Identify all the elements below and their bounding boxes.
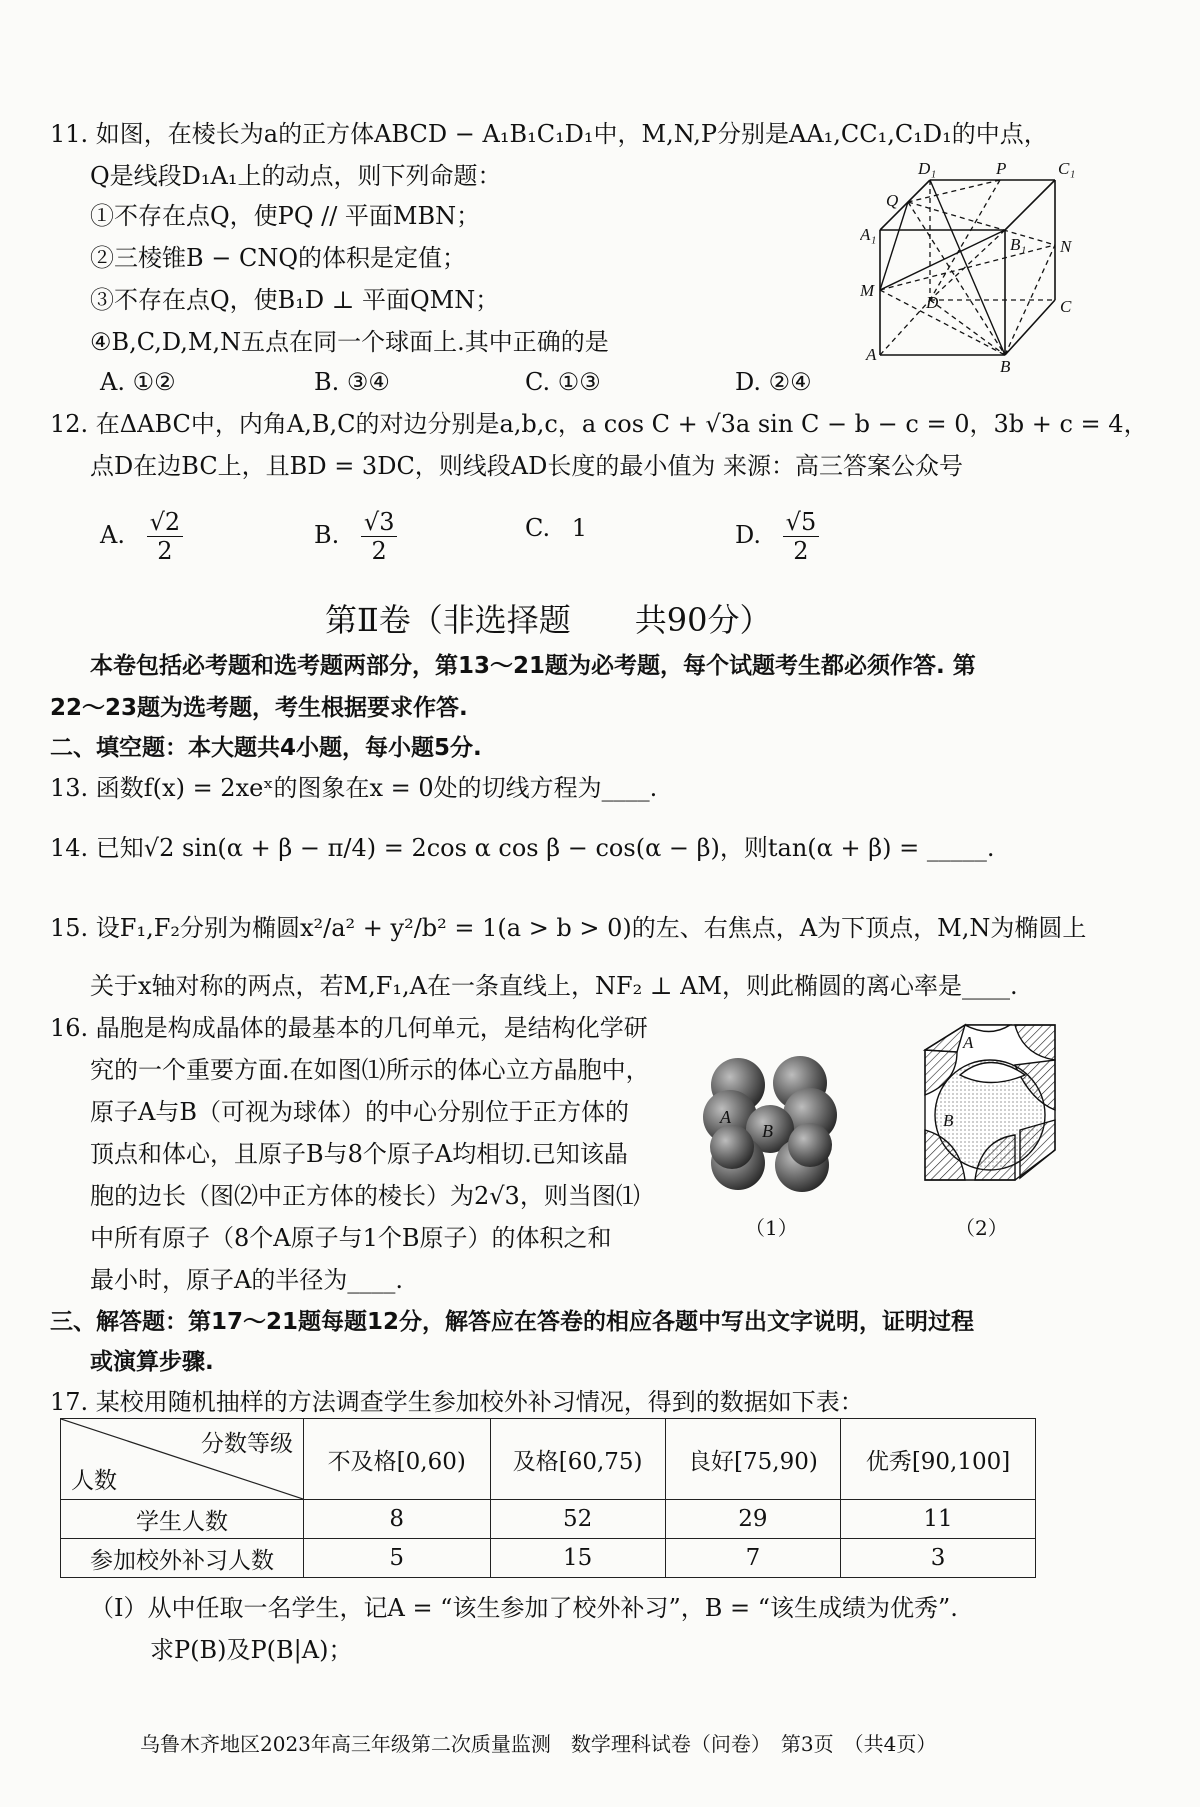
column-header: 及格[60,75) (490, 1419, 665, 1500)
fill-in-heading: 二、填空题：本大题共4小题，每小题5分. (50, 735, 482, 761)
q12-option-a-denominator: 2 (157, 537, 173, 565)
cube-label-a1: A₁ (860, 225, 877, 244)
q13: 13. 函数f(x) = 2xeˣ的图象在x = 0处的切线方程为____. (50, 774, 658, 802)
section3-heading-1: 三、解答题：第17～21题每题12分，解答应在答卷的相应各题中写出文字说明，证明过程 (50, 1309, 975, 1335)
page-footer: 乌鲁木齐地区2023年高三年级第二次质量监测 数学理科试卷（问卷） 第3页 （共4页） (140, 1732, 937, 1756)
table-cell: 8 (304, 1500, 491, 1539)
q11-line1: 11. 如图，在棱长为a的正方体ABCD − A₁B₁C₁D₁中，M,N,P分别是AA₁,CC₁,C₁D₁的中点， (50, 120, 1048, 148)
column-header: 优秀[90,100] (841, 1419, 1036, 1500)
q14: 14. 已知√2 sin(α + β − π/4) = 2cos α cos β − cos(α − β)，则tan(α + β) = _____. (50, 834, 995, 862)
q12-option-b-fraction (361, 508, 398, 565)
column-header: 良好[75,90) (665, 1419, 840, 1500)
section2-title: 第Ⅱ卷（非选择题 共90分） (325, 601, 772, 639)
cube-label-b1: B₁ (1010, 235, 1027, 254)
section2-intro-2: 22～23题为选考题，考生根据要求作答. (50, 695, 468, 721)
q12-option-b (314, 508, 397, 565)
table-cell: 29 (665, 1500, 840, 1539)
q16-line-5: 胞的边长（图⑵中正方体的棱长）为2√3，则当图⑴ (90, 1182, 640, 1210)
table-header-row (61, 1419, 1036, 1500)
q16-line-1: 16. 晶胞是构成晶体的最基本的几何单元，是结构化学研 (50, 1014, 648, 1042)
q11-option-a: A. ①② (100, 368, 176, 396)
column-header: 不及格[0,60) (304, 1419, 491, 1500)
cube-label-c1: C₁ (1058, 160, 1076, 178)
q12-line1: 12. 在ΔABC中，内角A,B,C的对边分别是a,b,c，a cos C + √3a sin C − b − c = 0，3b + c = 4， (50, 410, 1148, 438)
q15-line1: 15. 设F₁,F₂分别为椭圆x²/a² + y²/b² = 1(a > b > 0)的左、右焦点，A为下顶点，M,N为椭圆上 (50, 914, 1087, 942)
cube-label-p: P (996, 160, 1007, 178)
q12-option-a-numerator: √2 (147, 508, 184, 537)
cube-label-c: C (1060, 297, 1072, 316)
cube-label-a: A (866, 345, 877, 364)
cube-label-q: Q (886, 191, 899, 210)
crystal-atoms-figure (700, 1055, 840, 1205)
q12-option-a-fraction (147, 508, 184, 565)
q12-option-d-fraction (783, 508, 820, 565)
q12-option-d-numerator: √5 (783, 508, 820, 537)
q11-option-c: C. ①③ (525, 368, 601, 396)
q17-part1-line2: 求P(B)及P(B|A)； (150, 1636, 353, 1664)
fig2-label-b: B (943, 1111, 954, 1130)
corner-label-bottom: 人数 (71, 1468, 117, 1494)
q11-line2: Q是线段D₁A₁上的动点，则下列命题： (90, 162, 502, 190)
section2-intro-1: 本卷包括必考题和选考题两部分，第13～21题为必考题，每个试题考生都必须作答. 第 (90, 653, 976, 679)
q12-option-b-letter: B. (314, 521, 340, 549)
q11-statement-1: ①不存在点Q，使PQ // 平面MBN； (90, 202, 481, 230)
q15-line2: 关于x轴对称的两点，若M,F₁,A在一条直线上，NF₂ ⊥ AM，则此椭圆的离心率是____. (90, 972, 1018, 1000)
q12-option-c-value: 1 (571, 514, 588, 542)
fig2-label-a: A (963, 1033, 974, 1052)
q11-option-d: D. ②④ (735, 368, 812, 396)
q12-option-a (100, 508, 183, 565)
q12-option-a-letter: A. (100, 521, 125, 549)
row-label: 参加校外补习人数 (61, 1539, 304, 1578)
fig1-caption: （1） (745, 1216, 798, 1240)
table-cell: 3 (841, 1539, 1036, 1578)
cube-label-d1: D₁ (918, 160, 937, 178)
row-label: 学生人数 (61, 1500, 304, 1539)
corner-label-top: 分数等级 (201, 1431, 293, 1457)
fig1-label-b: B (762, 1121, 773, 1141)
q17-intro: 17. 某校用随机抽样的方法调查学生参加校外补习情况，得到的数据如下表： (50, 1388, 864, 1416)
q16-line-2: 究的一个重要方面.在如图⑴所示的体心立方晶胞中， (90, 1056, 650, 1084)
q11-statement-2: ②三棱锥B − CNQ的体积是定值； (90, 244, 467, 272)
q11-statement-4: ④B,C,D,M,N五点在同一个球面上.其中正确的是 (90, 328, 609, 356)
table-cell: 11 (841, 1500, 1036, 1539)
fig1-label-a: A (720, 1107, 731, 1127)
q12-option-d-denominator: 2 (793, 537, 809, 565)
q12-option-c-letter: C. (525, 514, 551, 542)
q12-line2: 点D在边BC上，且BD = 3DC，则线段AD长度的最小值为 来源：高三答案公众号 (90, 452, 964, 480)
table-cell: 52 (490, 1500, 665, 1539)
score-table (60, 1418, 1036, 1578)
crystal-cube-figure (895, 1020, 1065, 1200)
q16-line-3: 原子A与B（可视为球体）的中心分别位于正方体的 (90, 1098, 629, 1126)
table-cell: 5 (304, 1539, 491, 1578)
table-row (61, 1500, 1036, 1539)
q11-option-b: B. ③④ (314, 368, 390, 396)
q17-part1-line1: （Ⅰ）从中任取一名学生，记A = “该生参加了校外补习”，B = “该生成绩为优秀”. (90, 1594, 958, 1622)
q12-option-b-numerator: √3 (361, 508, 398, 537)
q16-line-7: 最小时，原子A的半径为____. (90, 1266, 403, 1294)
q16-line-6: 中所有原子（8个A原子与1个B原子）的体积之和 (90, 1224, 612, 1252)
table-cell: 7 (665, 1539, 840, 1578)
q16-line-4: 顶点和体心，且原子B与8个原子A均相切.已知该晶 (90, 1140, 628, 1168)
cube-label-n: N (1060, 237, 1072, 256)
cube-label-m: M (860, 281, 875, 300)
fig2-caption: （2） (955, 1216, 1008, 1240)
section3-heading-2: 或演算步骤. (90, 1349, 214, 1375)
cube-figure (860, 160, 1080, 375)
q11-statement-3: ③不存在点Q，使B₁D ⊥ 平面QMN； (90, 286, 500, 314)
table-corner-cell (61, 1419, 304, 1500)
q12-option-d (735, 508, 819, 565)
q12-option-c (525, 512, 587, 544)
cube-label-d: D (926, 293, 939, 312)
cube-label-b: B (1000, 357, 1011, 375)
table-cell: 15 (490, 1539, 665, 1578)
q12-option-b-denominator: 2 (371, 537, 387, 565)
q12-option-d-letter: D. (735, 521, 762, 549)
table-row (61, 1539, 1036, 1578)
